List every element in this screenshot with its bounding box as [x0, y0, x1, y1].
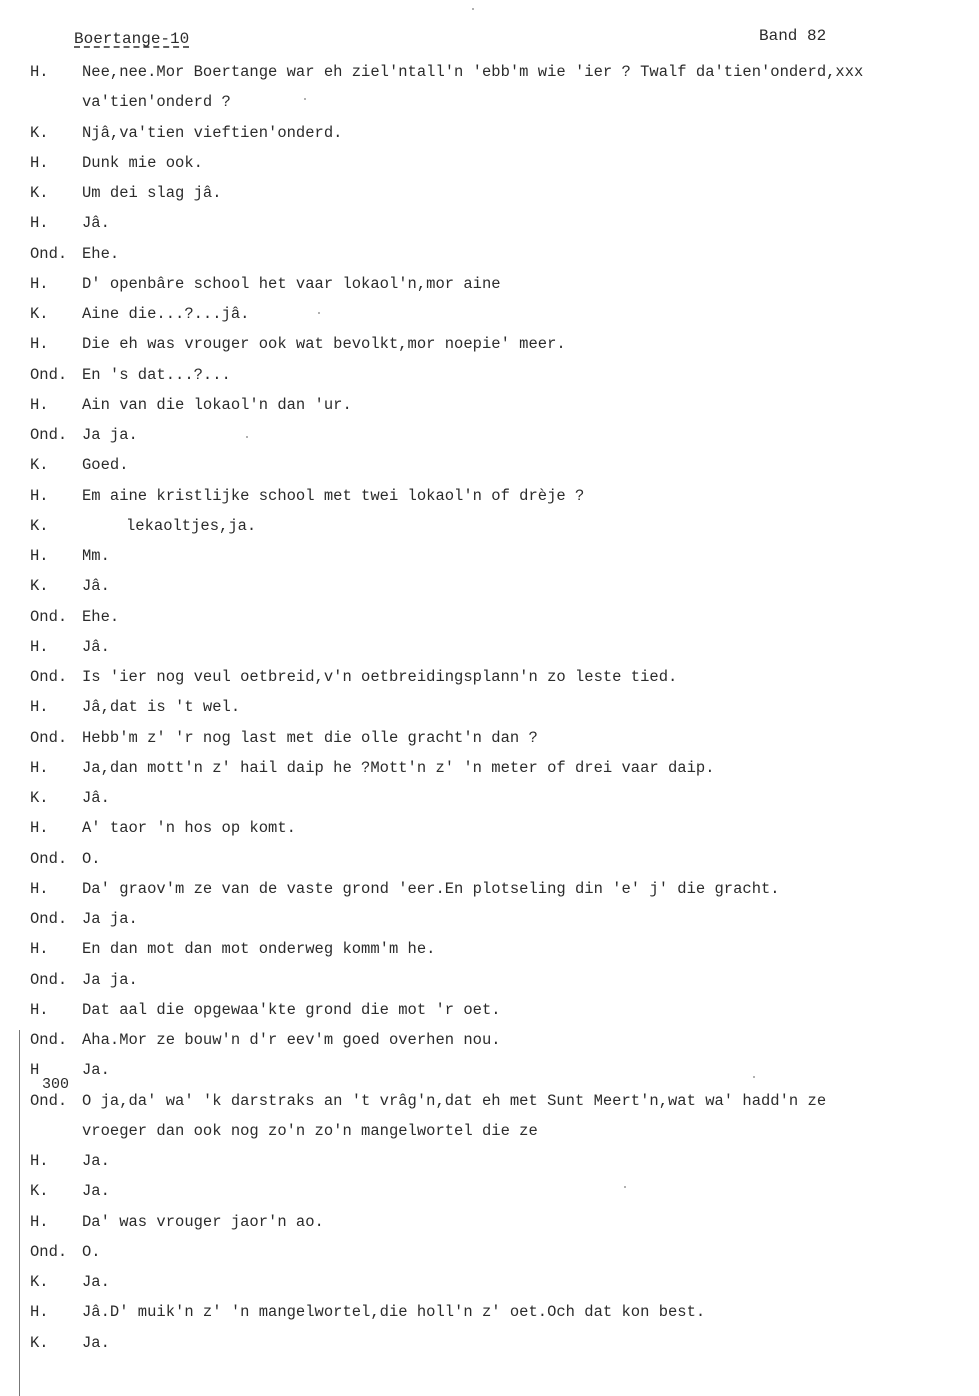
transcript-line — [0, 849, 979, 879]
utterance-text: Ja. — [82, 1061, 110, 1080]
utterance-text: Ehe. — [82, 607, 120, 626]
speaker-label: H. — [30, 698, 49, 717]
utterance-text: D' openbâre school het vaar lokaol'n,mor aine — [82, 274, 501, 293]
transcript-line — [0, 213, 979, 243]
document-title: Boertange-10 — [74, 30, 190, 48]
speaker-label: H — [30, 1061, 40, 1080]
transcript-line — [0, 304, 979, 334]
speaker-label: K. — [30, 789, 49, 807]
speaker-label: H. — [30, 637, 49, 656]
utterance-text: Ja ja. — [82, 426, 138, 444]
speaker-label: Ond. — [30, 244, 68, 263]
speaker-label: H. — [30, 153, 49, 172]
speaker-label: H. — [30, 1212, 49, 1231]
transcript-line — [0, 183, 979, 213]
transcript-line — [0, 879, 979, 909]
transcript-line — [0, 486, 979, 516]
band-number: Band 82 — [759, 27, 827, 45]
utterance-text: Jâ,dat is 't wel. — [82, 698, 241, 717]
speaker-label: H. — [30, 1152, 49, 1170]
margin-line-number: 300 — [42, 1076, 70, 1093]
transcript-line — [0, 1091, 979, 1121]
speaker-label: K. — [30, 577, 49, 596]
transcript-line — [0, 758, 979, 788]
utterance-text: Ja. — [82, 1182, 110, 1201]
transcript-line — [0, 1333, 979, 1363]
utterance-text: Aha.Mor ze bouw'n d'r eev'm goed overhen nou. — [82, 1031, 501, 1049]
transcript-line — [0, 244, 979, 274]
transcript-line — [0, 728, 979, 758]
utterance-text: Nee,nee.Mor Boertange war eh ziel'ntall'n 'ebb'm wie 'ier ? Twalf da'tien'onderd,xxx — [82, 63, 864, 81]
speaker-label: Ond. — [30, 728, 68, 747]
transcript-line — [0, 818, 979, 848]
transcript-line — [0, 1181, 979, 1211]
transcript-line — [0, 62, 979, 92]
transcript-line — [0, 123, 979, 153]
utterance-text: Ja. — [82, 1273, 110, 1291]
speaker-label: K. — [30, 1333, 49, 1352]
transcript-line — [0, 334, 979, 364]
utterance-text: Ja ja. — [82, 970, 138, 989]
transcript-line — [0, 395, 979, 425]
transcript-line — [0, 1121, 979, 1151]
transcript-line — [0, 909, 979, 939]
utterance-text: Jâ. — [82, 577, 110, 596]
speaker-label: Ond. — [30, 365, 68, 384]
speaker-label: K. — [30, 1273, 49, 1291]
speaker-label: Ond. — [30, 910, 68, 928]
utterance-text: va'tien'onderd ? — [82, 93, 231, 112]
utterance-text: Da' graov'm ze van de vaste grond 'eer.En plotseling din 'e' j' die gracht. — [82, 879, 780, 898]
utterance-text: Jâ. — [82, 789, 110, 807]
utterance-text: En 's dat...?... — [82, 365, 231, 384]
utterance-text: Da' was vrouger jaor'n ao. — [82, 1212, 324, 1231]
transcript-line — [0, 637, 979, 667]
speaker-label: H. — [30, 1000, 49, 1019]
transcript-line — [0, 516, 979, 546]
transcript-line — [0, 1151, 979, 1181]
utterance-text: Jâ. — [82, 214, 110, 233]
transcript-line — [0, 697, 979, 727]
transcript-line — [0, 153, 979, 183]
speaker-label: H. — [30, 63, 49, 81]
paper-speck — [318, 312, 320, 314]
transcript-line — [0, 1242, 979, 1272]
transcript-line — [0, 546, 979, 576]
utterance-text: En dan mot dan mot onderweg komm'm he. — [82, 940, 436, 959]
transcript-line — [0, 1030, 979, 1060]
transcript-line — [0, 1272, 979, 1302]
utterance-text: Njâ,va'tien vieftien'onderd. — [82, 123, 343, 142]
utterance-text: Hebb'm z' 'r nog last met die olle gracht'n dan ? — [82, 728, 538, 747]
speaker-label: H. — [30, 819, 49, 838]
speaker-label: Ond. — [30, 607, 68, 626]
transcript-line — [0, 970, 979, 1000]
transcript-line — [0, 92, 979, 122]
utterance-text: Aine die...?...jâ. — [82, 305, 250, 323]
speaker-label: Ond. — [30, 849, 68, 868]
utterance-text: lekaoltjes,ja. — [126, 516, 257, 535]
speaker-label: Ond. — [30, 1242, 68, 1261]
speaker-label: H. — [30, 1303, 49, 1322]
utterance-text: Ja. — [82, 1152, 110, 1170]
speaker-label: K. — [30, 456, 49, 475]
transcript-line — [0, 1212, 979, 1242]
paper-speck — [246, 436, 248, 438]
speaker-label: H. — [30, 879, 49, 898]
utterance-text: Is 'ier nog veul oetbreid,v'n oetbreidingsplann'n zo leste tied. — [82, 668, 678, 686]
transcript-line — [0, 939, 979, 969]
transcript-line — [0, 1060, 979, 1090]
transcript-line — [0, 455, 979, 485]
speaker-label: H. — [30, 274, 49, 293]
transcript-line — [0, 607, 979, 637]
utterance-text: Dat aal die opgewaa'kte grond die mot 'r oet. — [82, 1000, 501, 1019]
transcript-line — [0, 788, 979, 818]
transcript-line — [0, 576, 979, 606]
utterance-text: Die eh was vrouger ook wat bevolkt,mor noepie' meer. — [82, 335, 566, 354]
paper-speck — [472, 8, 474, 10]
utterance-text: O. — [82, 1242, 101, 1261]
speaker-label: K. — [30, 305, 49, 323]
utterance-text: Ain van die lokaol'n dan 'ur. — [82, 395, 352, 414]
utterance-text: Ehe. — [82, 244, 120, 263]
transcript-line — [0, 1302, 979, 1332]
speaker-label: K. — [30, 123, 49, 142]
speaker-label: K. — [30, 1182, 49, 1201]
utterance-text: Dunk mie ook. — [82, 153, 203, 172]
speaker-label: H. — [30, 214, 49, 233]
speaker-label: H. — [30, 940, 49, 959]
transcript-line — [0, 1000, 979, 1030]
speaker-label: H. — [30, 486, 49, 505]
utterance-text: Goed. — [82, 456, 129, 475]
speaker-label: K. — [30, 184, 49, 202]
speaker-label: Ond. — [30, 970, 68, 989]
utterance-text: Ja ja. — [82, 910, 138, 928]
speaker-label: Ond. — [30, 1091, 68, 1110]
paper-speck — [624, 1186, 626, 1188]
speaker-label: H. — [30, 335, 49, 354]
transcript-line — [0, 274, 979, 304]
margin-line — [19, 1030, 20, 1396]
speaker-label: H. — [30, 547, 49, 565]
speaker-label: H. — [30, 758, 49, 777]
paper-speck — [304, 98, 306, 100]
utterance-text: Um dei slag jâ. — [82, 184, 222, 202]
utterance-text: Jâ. — [82, 637, 110, 656]
utterance-text: vroeger dan ook nog zo'n zo'n mangelwortel die ze — [82, 1121, 538, 1140]
utterance-text: Em aine kristlijke school met twei lokaol'n of drèje ? — [82, 486, 585, 505]
utterance-text: Jâ.D' muik'n z' 'n mangelwortel,die holl'n z' oet.Och dat kon best. — [82, 1303, 706, 1322]
speaker-label: K. — [30, 516, 49, 535]
utterance-text: O. — [82, 849, 101, 868]
utterance-text: Ja. — [82, 1333, 110, 1352]
utterance-text: Ja,dan mott'n z' hail daip he ?Mott'n z' 'n meter of drei vaar daip. — [82, 758, 715, 777]
speaker-label: Ond. — [30, 426, 68, 444]
speaker-label: Ond. — [30, 1031, 68, 1049]
transcript-line — [0, 365, 979, 395]
utterance-text: O ja,da' wa' 'k darstraks an 't vrâg'n,dat eh met Sunt Meert'n,wat wa' hadd'n ze — [82, 1091, 827, 1110]
transcript-line — [0, 425, 979, 455]
utterance-text: Mm. — [82, 547, 110, 565]
utterance-text: A' taor 'n hos op komt. — [82, 819, 296, 838]
transcript-line — [0, 667, 979, 697]
speaker-label: H. — [30, 395, 49, 414]
paper-speck — [753, 1076, 755, 1078]
speaker-label: Ond. — [30, 668, 68, 686]
